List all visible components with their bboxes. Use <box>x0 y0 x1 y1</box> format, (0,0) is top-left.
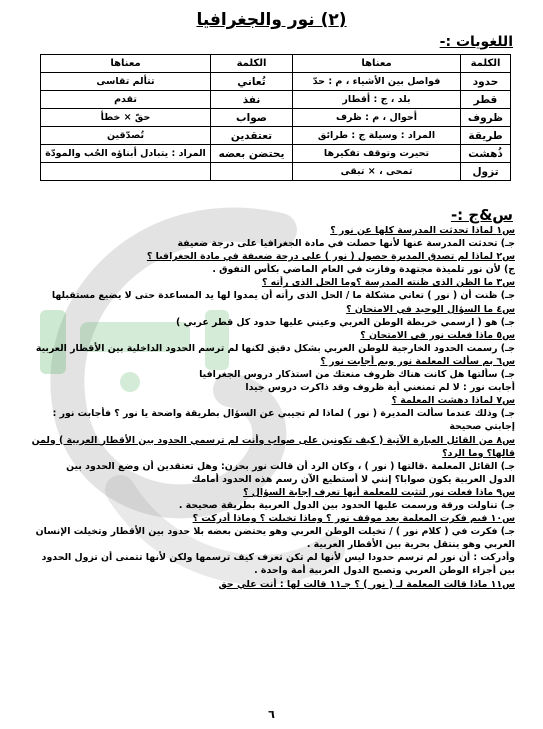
vocab-header-cell: معناها <box>41 55 211 73</box>
vocab-header-cell: معناها <box>293 55 461 73</box>
vocab-row <box>41 73 511 91</box>
vocab-word: تُعاني <box>211 73 293 91</box>
vocab-meaning: المراد : يتبادل أبناؤه الحُب والمودّة <box>41 145 211 163</box>
vocab-header-cell: الكلمة <box>211 55 293 73</box>
question-line: س٤ ما السؤال الوحيد في الامتحان ؟ <box>346 303 515 315</box>
vocab-meaning: تقدم <box>41 91 211 109</box>
answer-line: جـ) ظنت أن ( نور ) تعاني مشكلة ما / الحل الذى رأته أن يمدوا لها يد المساعدة حتى لا يضيع مستقبلها <box>51 290 515 302</box>
answer-line: جـ) القائل المعلمة .قالتها ( نور ) ، وكان الرد أن قالت نور بحزن: وهل تعتقدين أن وضع الحدود بين <box>66 460 515 472</box>
vocab-meaning <box>41 163 211 181</box>
vocab-row <box>41 163 511 181</box>
question-line: س٢ لماذا لم تصدق المديرة حصول ( نور ) على درجة ضعيفة في مادة الجغرافيا ؟ <box>146 251 515 263</box>
question-line: س٧ لماذا دهشت المعلمة ؟ <box>391 395 515 407</box>
answer-line: جـ) تناولت ورقة ورسمت عليها الحدود بين الدول العربية بطريقة صحيحة . <box>178 499 515 511</box>
answer-line: إجابتي صحيحة <box>449 421 515 433</box>
vocab-word: طريقة <box>461 127 511 145</box>
vocab-word <box>211 163 293 181</box>
vocab-word: يحتضن بعضه <box>211 145 293 163</box>
vocabulary-table <box>40 54 511 181</box>
question-line: س١٠ فيم فكرت المعلمة بعد موقف نور ؟ وماذا تخيلت ؟ وماذا أدركت ؟ <box>192 513 515 525</box>
vocab-meaning: فواصل بين الأشياء ، م : حدّ <box>293 73 461 91</box>
vocab-meaning: المراد : وسيلة ج : طرائق <box>293 127 461 145</box>
answer-line: العربي وهو ينتقل بحرية بين الأقطار العربية . <box>306 539 515 551</box>
question-line: س٣ ما الظن الذى ظنته المدرسة ؟وما الحل الذى رأته ؟ <box>261 277 515 289</box>
vocab-word: نفذ <box>211 91 293 109</box>
vocab-word: تزول <box>461 163 511 181</box>
vocab-meaning: أحوال ، م : ظرف <box>293 109 461 127</box>
answer-line: جـ) سألتها هل كانت هناك ظروف منعتك من استذكار دروس الجغرافيا <box>199 369 515 381</box>
question-line: س٥ ماذا فعلت نور في الامتحان ؟ <box>360 329 515 341</box>
answer-line: جـ) فكرت في ( كلام نور ) / تخيلت الوطن العربي وهو يحتضن بعضه بلا حدود بين الأقطار وتخيلت الإنسان <box>35 526 515 538</box>
lesson-title: (٢) نور والجغرافيا <box>196 10 347 30</box>
question-line: س١١ ماذا قالت المعلمة لـ ( نور ) ؟ جـ١١ قالت لها : أنت علي حق <box>218 578 515 590</box>
vocab-row <box>41 145 511 163</box>
vocab-header-cell: الكلمة <box>461 55 511 73</box>
vocab-word: صواب <box>211 109 293 127</box>
question-line: س١ لماذا تحدثت المدرسة كلها عن نور ؟ <box>330 225 515 236</box>
answer-line: الدول العربية يكون صوابا؟ إنني لا أستطيع الآن رسم هذه الحدود أمامك <box>191 473 515 485</box>
vocab-word: ذُهشت <box>461 145 511 163</box>
vocab-word: ظروف <box>461 109 511 127</box>
vocab-meaning: تُصدّقين <box>41 127 211 145</box>
vocab-meaning: تمحى ، × تبقى <box>293 163 461 181</box>
answer-line: جـ) وذلك عندما سألت المديرة ( نور ) لماذا لم تجيبي عن السؤال بطريقة واضحة يا نور ؟ فأجابت نور : <box>52 408 515 420</box>
answer-line: جـ) تحدثت المدرسة عنها لأنها حصلت في مادة الجغرافيا على درجة ضعيفة <box>177 238 515 250</box>
vocab-word: قطر <box>461 91 511 109</box>
vocab-word: حدود <box>461 73 511 91</box>
answer-line: جـ) رسمت الحدود الخارجية للوطن العربي بشكل دقيق لكنها لم ترسم الحدود الداخلية بين الأقطار العربية <box>35 342 515 354</box>
answer-line: جـ) هو ( ارسمي خريطة الوطن العربي وعيني عليها حدود كل قطر عربي ) <box>175 316 515 328</box>
vocab-row <box>41 127 511 145</box>
page-number: ٦ <box>268 708 275 721</box>
vocab-row <box>41 91 511 109</box>
question-line: س٨ من القائل العبارة الآتية ( كيف تكونين على صواب وأنت لم ترسمي الحدود بين الأقطار العربية ) ولمن <box>31 434 515 446</box>
vocab-meaning: بلد ، ج : أقطار <box>293 91 461 109</box>
question-line: س٩ ماذا فعلت نور لتثبت للمعلمة أنها تعرف إجابة السؤال ؟ <box>243 486 515 498</box>
vocab-meaning: تحيرت وتوقف تفكيرها <box>293 145 461 163</box>
vocab-row <box>41 109 511 127</box>
vocab-heading: اللغويات :- <box>439 34 513 50</box>
answer-line: وأدركت : أن نور لم ترسم حدودا ليس لأنها لم تكن تعرف كيف ترسمها ولكن لأنها تتمنى أن تزول الحدود <box>41 552 515 564</box>
vocab-meaning: تتألم تقاسى <box>41 73 211 91</box>
question-line: س٦ بم سألت المعلمة نور وبم أجابت نور ؟ <box>320 355 515 367</box>
answer-line: بين أجزاء الوطن العربي وتصبح الدول العربية أمة واحدة . <box>254 565 515 577</box>
qa-heading: س&ج :- <box>450 206 513 224</box>
answer-line: أجابت نور : لا لم تمنعني أية ظروف وقد ذاكرت دروس جيدا <box>245 382 515 394</box>
vocab-word: تعتقدين <box>211 127 293 145</box>
qa-section <box>27 224 515 591</box>
vocab-meaning: حقّ × خطأ <box>41 109 211 127</box>
answer-line: ج) لأن نور تلميذة مجتهدة وفازت في العام الماضي بكأس التفوق . <box>212 264 515 276</box>
vocab-header-row <box>41 55 511 73</box>
question-line: قالها؟ وما الرد؟ <box>442 447 515 459</box>
